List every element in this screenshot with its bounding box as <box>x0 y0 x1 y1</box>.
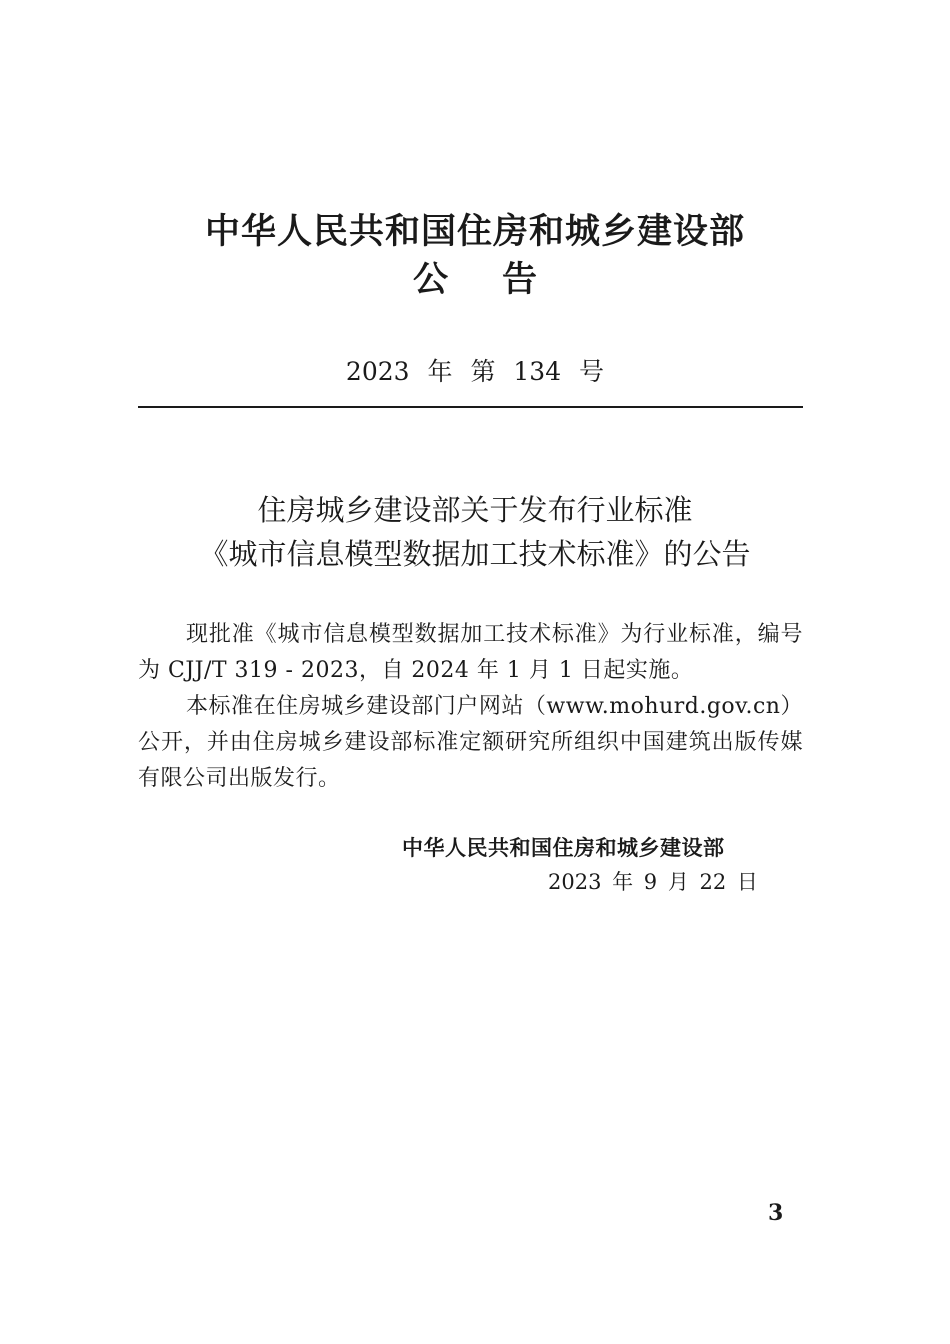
subject-line-1: 住房城乡建设部关于发布行业标准 <box>257 493 693 527</box>
header-divider <box>138 406 803 408</box>
document-number: 2023 年 第 134 号 <box>345 357 605 386</box>
body-paragraph-2: 本标准在住房城乡建设部门户网站（www.mohurd.gov.cn）公开，并由住房城乡建设部标准定额研究所组织中国建筑出版传媒有限公司出版发行。 <box>138 694 803 791</box>
page-number: 3 <box>768 1200 784 1226</box>
issuer-title: 中华人民共和国住房和城乡建设部 <box>204 212 745 252</box>
subject-line-2: 《城市信息模型数据加工技术标准》的公告 <box>199 537 751 571</box>
announcement-subject <box>0 488 950 576</box>
announcement-body <box>138 617 803 797</box>
body-paragraph-1: 现批准《城市信息模型数据加工技术标准》为行业标准，编号为 CJJ/T 319 - 2023，自 2024 年 1 月 1 日起实施。 <box>138 622 803 683</box>
signature-organization: 中华人民共和国住房和城乡建设部 <box>402 836 725 860</box>
document-type-heading: 公告 <box>412 260 591 300</box>
signature-date: 2023 年 9 月 22 日 <box>548 870 758 894</box>
